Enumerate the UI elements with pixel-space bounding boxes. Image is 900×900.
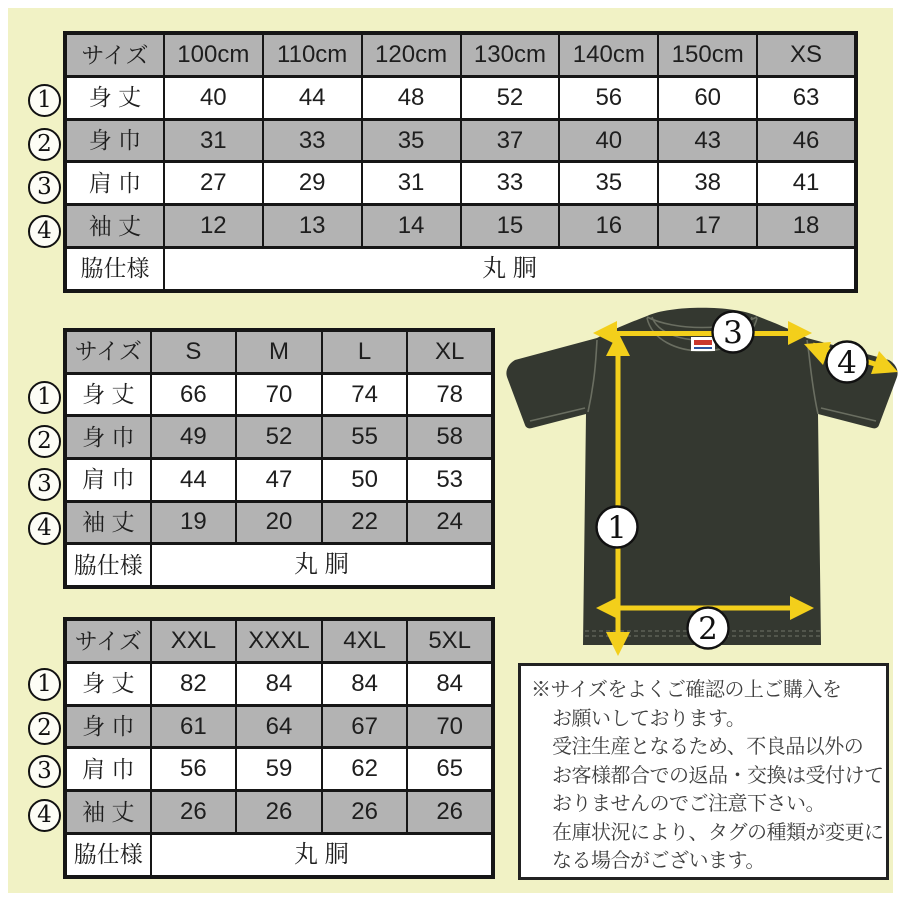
size-column-header: M <box>236 330 322 373</box>
row-label: 肩 巾 <box>65 748 151 791</box>
row-circle-marker: 1 <box>28 668 61 701</box>
size-header-label: サイズ <box>65 619 151 663</box>
size-column-header: S <box>151 330 237 373</box>
measurement-value: 49 <box>151 416 237 459</box>
measurement-value: 47 <box>236 458 322 501</box>
notice-line: なる場合がございます。 <box>552 850 765 872</box>
measurement-value: 59 <box>236 748 322 791</box>
measurement-value: 24 <box>407 501 493 544</box>
row-label: 身 巾 <box>65 119 164 162</box>
measurement-value: 63 <box>757 77 856 120</box>
measurement-value: 40 <box>559 119 658 162</box>
measurement-value: 84 <box>236 663 322 706</box>
measurement-value: 19 <box>151 501 237 544</box>
measurement-value: 46 <box>757 119 856 162</box>
measurement-value: 56 <box>559 77 658 120</box>
row-label: 肩 巾 <box>65 458 151 501</box>
measurement-value: 65 <box>407 748 493 791</box>
measurement-value: 26 <box>151 791 237 834</box>
row-circle-marker: 1 <box>28 381 61 414</box>
row-circle-marker: 3 <box>28 755 61 788</box>
measurement-value: 17 <box>658 205 757 248</box>
row-label: 身 巾 <box>65 416 151 459</box>
measurement-value: 70 <box>236 373 322 416</box>
kids-sizes-table <box>63 31 858 293</box>
measurement-value: 84 <box>322 663 408 706</box>
measurement-value: 33 <box>461 162 560 205</box>
size-column-header: XS <box>757 33 856 77</box>
measurement-value: 44 <box>263 77 362 120</box>
size-column-header: XXL <box>151 619 237 663</box>
measurement-value: 61 <box>151 705 237 748</box>
measurement-value: 31 <box>164 119 263 162</box>
notice-line: お客様都合での返品・交換は受付けて <box>552 764 884 787</box>
footer-label: 脇仕様 <box>65 247 164 291</box>
measurement-value: 43 <box>658 119 757 162</box>
row-circle-marker: 4 <box>28 799 61 832</box>
purchase-notice-box <box>518 663 889 880</box>
size-column-header: 130cm <box>461 33 560 77</box>
measurement-value: 35 <box>559 162 658 205</box>
measurement-value: 52 <box>461 77 560 120</box>
measurement-value: 44 <box>151 458 237 501</box>
footer-value: 丸 胴 <box>151 833 493 877</box>
measurement-value: 14 <box>362 205 461 248</box>
row-circle-marker: 2 <box>28 425 61 458</box>
footer-label: 脇仕様 <box>65 833 151 877</box>
size-column-header: 110cm <box>263 33 362 77</box>
measurement-value: 13 <box>263 205 362 248</box>
size-column-header: XXXL <box>236 619 322 663</box>
footer-label: 脇仕様 <box>65 544 151 587</box>
notice-line: ※サイズをよくご確認の上ご購入を <box>531 679 842 701</box>
measurement-value: 56 <box>151 748 237 791</box>
measurement-value: 53 <box>407 458 493 501</box>
row-circle-marker: 2 <box>28 712 61 745</box>
measurement-value: 40 <box>164 77 263 120</box>
row-label: 肩 巾 <box>65 162 164 205</box>
row-label: 身 丈 <box>65 77 164 120</box>
big-sizes-table <box>63 617 495 879</box>
measurement-value: 26 <box>236 791 322 834</box>
measurement-value: 22 <box>322 501 408 544</box>
measurement-value: 15 <box>461 205 560 248</box>
tshirt-measurement-diagram <box>505 300 900 662</box>
measurement-value: 27 <box>164 162 263 205</box>
row-label: 身 丈 <box>65 373 151 416</box>
marker-body-length: 1 <box>607 510 627 546</box>
row-circle-marker: 3 <box>28 468 61 501</box>
size-header-label: サイズ <box>65 330 151 373</box>
measurement-value: 26 <box>322 791 408 834</box>
size-table-adult <box>63 328 495 589</box>
measurement-value: 48 <box>362 77 461 120</box>
measurement-value: 84 <box>407 663 493 706</box>
footer-value: 丸 胴 <box>164 247 856 291</box>
notice-line: 受注生産となるため、不良品以外の <box>552 736 864 758</box>
measurement-value: 41 <box>757 162 856 205</box>
row-label: 袖 丈 <box>65 791 151 834</box>
measurement-value: 74 <box>322 373 408 416</box>
measurement-value: 62 <box>322 748 408 791</box>
collar-brand-tag <box>691 337 715 351</box>
measurement-value: 50 <box>322 458 408 501</box>
footer-value: 丸 胴 <box>151 544 493 587</box>
size-column-header: 5XL <box>407 619 493 663</box>
size-table-big <box>63 617 495 879</box>
row-circle-marker: 1 <box>28 84 61 117</box>
size-column-header: 150cm <box>658 33 757 77</box>
measurement-value: 60 <box>658 77 757 120</box>
size-table-kids <box>63 31 858 293</box>
row-label: 袖 丈 <box>65 205 164 248</box>
measurement-value: 64 <box>236 705 322 748</box>
measurement-value: 35 <box>362 119 461 162</box>
measurement-value: 78 <box>407 373 493 416</box>
measurement-value: 70 <box>407 705 493 748</box>
marker-body-width: 2 <box>698 611 718 647</box>
measurement-value: 29 <box>263 162 362 205</box>
row-label: 身 巾 <box>65 705 151 748</box>
measurement-value: 82 <box>151 663 237 706</box>
row-label: 袖 丈 <box>65 501 151 544</box>
size-column-header: 120cm <box>362 33 461 77</box>
row-circle-marker: 4 <box>28 215 61 248</box>
measurement-value: 66 <box>151 373 237 416</box>
size-header-label: サイズ <box>65 33 164 77</box>
measurement-value: 20 <box>236 501 322 544</box>
marker-shoulder-width: 3 <box>723 315 743 351</box>
measurement-value: 16 <box>559 205 658 248</box>
size-column-header: 140cm <box>559 33 658 77</box>
measurement-value: 55 <box>322 416 408 459</box>
notice-line: お願いしております。 <box>552 707 746 730</box>
size-column-header: L <box>322 330 408 373</box>
tshirt-illustration <box>505 300 900 662</box>
notice-line: おりませんのでご注意下さい。 <box>552 793 825 815</box>
marker-sleeve-length: 4 <box>837 345 857 381</box>
size-column-header: 4XL <box>322 619 408 663</box>
measurement-value: 37 <box>461 119 560 162</box>
measurement-value: 26 <box>407 791 493 834</box>
measurement-value: 18 <box>757 205 856 248</box>
notice-line: 在庫状況により、タグの種類が変更に <box>552 821 884 844</box>
row-circle-marker: 4 <box>28 512 61 545</box>
row-label: 身 丈 <box>65 663 151 706</box>
measurement-value: 52 <box>236 416 322 459</box>
size-column-header: XL <box>407 330 493 373</box>
measurement-value: 58 <box>407 416 493 459</box>
row-circle-marker: 2 <box>28 128 61 161</box>
adult-sizes-table <box>63 328 495 589</box>
measurement-value: 38 <box>658 162 757 205</box>
measurement-value: 67 <box>322 705 408 748</box>
measurement-value: 33 <box>263 119 362 162</box>
measurement-value: 31 <box>362 162 461 205</box>
size-column-header: 100cm <box>164 33 263 77</box>
measurement-value: 12 <box>164 205 263 248</box>
row-circle-marker: 3 <box>28 171 61 204</box>
